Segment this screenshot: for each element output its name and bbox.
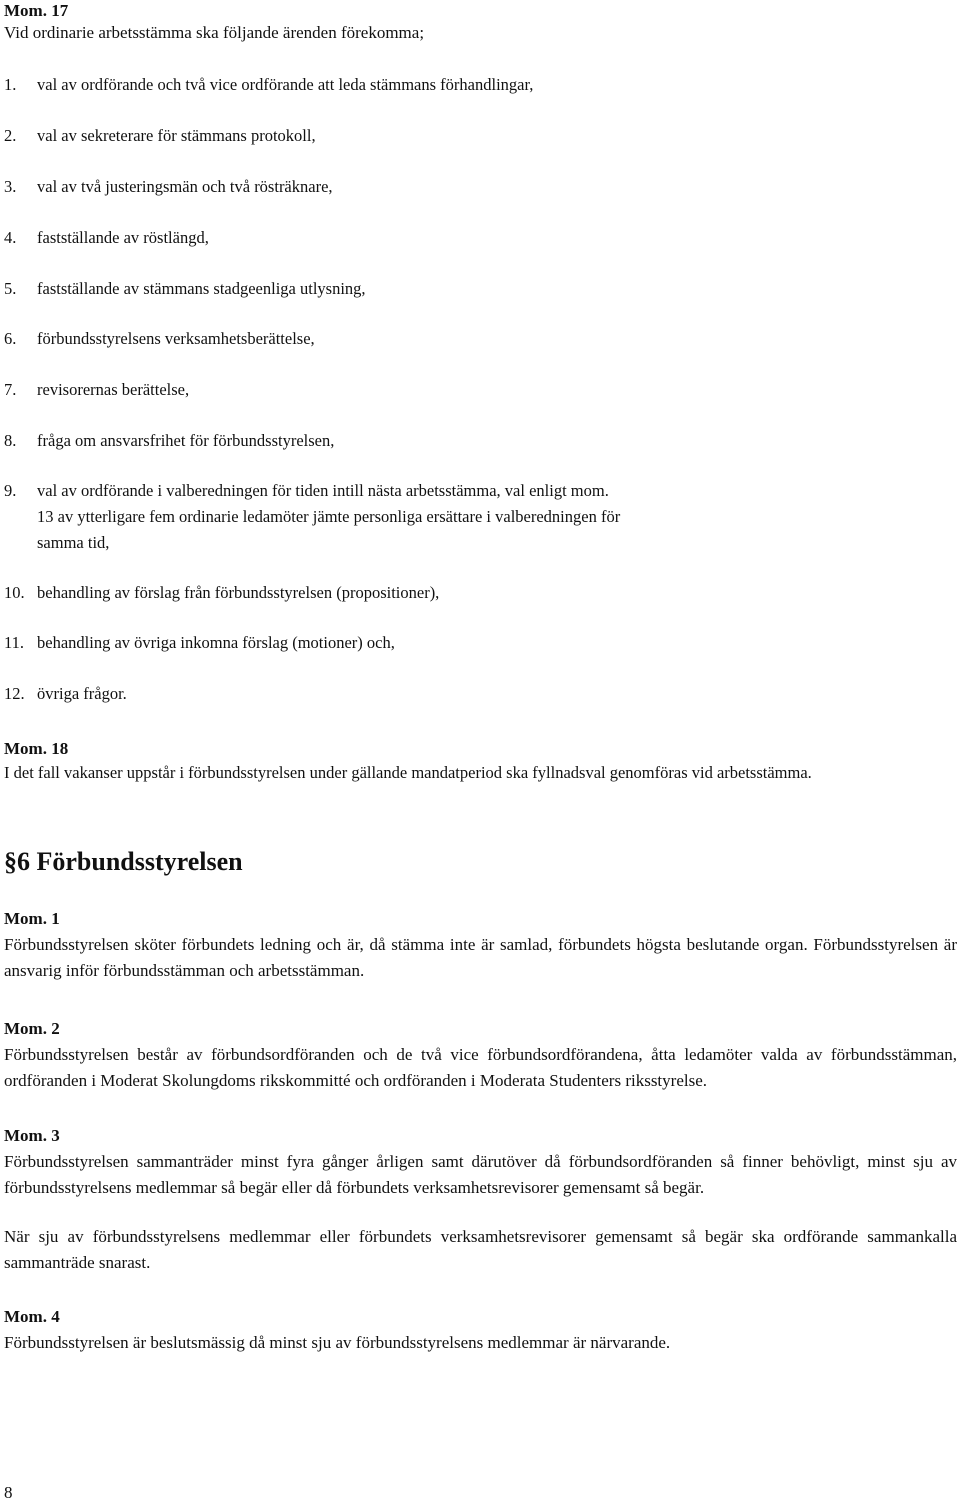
mom-1-heading: Mom. 1	[4, 909, 60, 928]
list-item-text: behandling av övriga inkomna förslag (motioner) och,	[37, 633, 395, 652]
list-item-text: revisorernas berättelse,	[37, 380, 190, 399]
list-item-number: 11.	[4, 633, 25, 652]
list-item	[4, 377, 624, 403]
list-item	[4, 326, 624, 352]
list-item-number: 7.	[4, 380, 17, 399]
list-item-number: 9.	[4, 481, 17, 500]
list-item	[4, 276, 624, 302]
list-item-text: övriga frågor.	[37, 684, 127, 703]
list-item	[4, 428, 624, 454]
list-item-text: val av ordförande i valberedningen för tiden intill nästa arbetsstämma, val enligt mom. 13 av ytterligare fem ordinarie ledamöter jämte personliga ersättare i valberedningen för samma tid,	[37, 481, 621, 552]
mom-4-heading: Mom. 4	[4, 1307, 60, 1326]
list-item	[4, 123, 624, 149]
list-item-number: 8.	[4, 431, 17, 450]
list-item-number: 6.	[4, 329, 17, 348]
mom-17-intro: Vid ordinarie arbetsstämma ska följande ärenden förekomma;	[4, 23, 425, 42]
list-item-text: val av ordförande och två vice ordförande att leda stämmans förhandlingar,	[37, 75, 534, 94]
mom-17-heading: Mom. 17	[4, 1, 69, 20]
mom-18-text: I det fall vakanser uppstår i förbundsstyrelsen under gällande mandatperiod ska fyllnadsval genomföras vid arbetsstämma.	[4, 763, 812, 782]
mom-2-text: Förbundsstyrelsen består av förbundsordföranden och de två vice förbundsordförandena, åtta ledamöter valda av förbundsstämman, ordföranden i Moderat Skolungdoms rikskommitté och ordföranden i Moderata Studenters riksstyrelse.	[4, 1045, 957, 1090]
list-item-text: fastställande av stämmans stadgeenliga utlysning,	[37, 279, 366, 298]
mom-3-text-2: När sju av förbundsstyrelsens medlemmar eller förbundets verksamhetsrevisorer gemensamt så begär ska ordförande sammankalla sammanträde snarast.	[4, 1227, 957, 1272]
mom-4-text: Förbundsstyrelsen är beslutsmässig då minst sju av förbundsstyrelsens medlemmar är närvarande.	[4, 1333, 671, 1352]
list-item-text: fråga om ansvarsfrihet för förbundsstyrelsen,	[37, 431, 335, 450]
mom-18-heading: Mom. 18	[4, 739, 69, 758]
list-item	[4, 580, 624, 606]
list-item-text: behandling av förslag från förbundsstyrelsen (propositioner),	[37, 583, 440, 602]
list-item	[4, 681, 624, 707]
mom-3-heading: Mom. 3	[4, 1126, 60, 1145]
list-item-number: 12.	[4, 684, 25, 703]
list-item-text: val av sekreterare för stämmans protokoll,	[37, 126, 316, 145]
section-title: §6 Förbundsstyrelsen	[4, 847, 243, 876]
list-item	[4, 174, 624, 200]
mom-3-text-1: Förbundsstyrelsen sammanträder minst fyra gånger årligen samt därutöver då förbundsordföranden så finner behövligt, minst sju av förbundsstyrelsens medlemmar så begär eller då förbundets verksamhetsrevisorer gemensamt så begär.	[4, 1152, 957, 1197]
list-item	[4, 630, 624, 656]
list-item	[4, 478, 624, 556]
list-item-text: förbundsstyrelsens verksamhetsberättelse,	[37, 329, 315, 348]
page-number: 8	[4, 1483, 13, 1502]
list-item	[4, 225, 624, 251]
mom-1-text: Förbundsstyrelsen sköter förbundets ledning och är, då stämma inte är samlad, förbundets högsta beslutande organ. Förbundsstyrelsen är ansvarig inför förbundsstämman och arbetsstämman.	[4, 935, 957, 980]
list-item-text: val av två justeringsmän och två rösträknare,	[37, 177, 333, 196]
mom-2-heading: Mom. 2	[4, 1019, 60, 1038]
list-item-number: 2.	[4, 126, 17, 145]
list-item-number: 5.	[4, 279, 17, 298]
list-item-text: fastställande av röstlängd,	[37, 228, 209, 247]
list-item-number: 3.	[4, 177, 17, 196]
list-item	[4, 72, 624, 98]
list-item-number: 10.	[4, 583, 25, 602]
list-item-number: 4.	[4, 228, 17, 247]
list-item-number: 1.	[4, 75, 17, 94]
